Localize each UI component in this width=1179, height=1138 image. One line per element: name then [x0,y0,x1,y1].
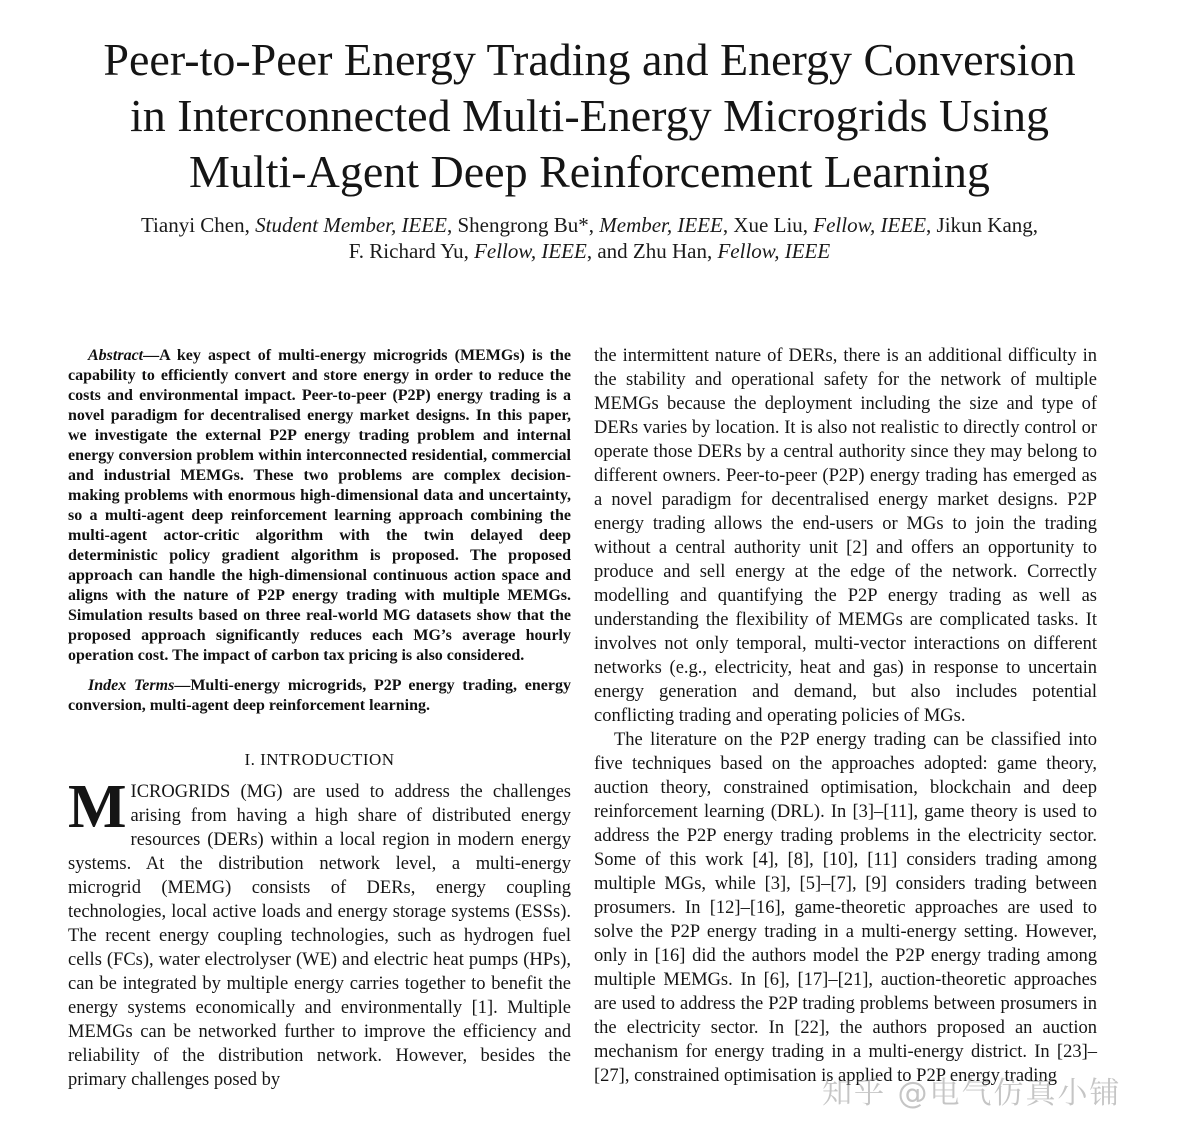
index-terms [68,676,571,716]
title-line-2: in Interconnected Multi-Energy Microgrids Using [130,90,1049,141]
section-title-rest: NTRODUCTION [266,750,395,769]
intro-paragraph [68,773,571,1092]
section-number: I. [244,750,261,769]
watermark: 知乎 @电气仿真小铺 [822,1076,1122,1111]
author-line-1 [0,212,1179,238]
author-name: , Shengrong Bu*, [447,213,600,237]
author-list [0,212,1179,264]
section-heading-introduction [68,750,571,770]
drop-cap: M [68,773,127,841]
title-line-1: Peer-to-Peer Energy Trading and Energy Conversion [103,34,1076,85]
author-name: , and Zhu Han, [586,239,718,263]
abstract-label: Abstract [88,347,144,364]
paper-title [0,32,1179,200]
index-terms-label: Index Terms [88,677,175,694]
section-initial: I [260,750,267,769]
author-name: , Xue Liu, [722,213,814,237]
title-line-3: Multi-Agent Deep Reinforcement Learning [189,146,990,197]
author-role: Fellow, IEEE [474,239,587,263]
body-paragraph-2: The literature on the P2P energy trading can be classified into five techniques based on the approaches adopted: game theory, auction theory, constrained optimisation, blockchain and deep reinforcement learning (DRL). In [3]–[11], game theory is used to address the P2P energy trading problems in the electricity sector. Some of this work [4], [8], [10], [11] considers trading among multiple MGs, while [3], [5]–[7], [9] considers trading between prosumers. In [12]–[16], game-theoretic approaches are used to solve the P2P energy trading in a multi-energy setting. However, only in [16] did the authors model the P2P energy trading among multiple MEMGs. In [6], [17]–[21], auction-theoretic approaches are used to address the P2P trading problems between prosumers in the electricity sector. In [22], the authors proposed an auction mechanism for energy trading in a multi-energy district. In [23]–[27], constrained optimisation is applied to P2P energy trading [594,730,1097,1086]
author-role: Fellow, IEEE [813,213,927,237]
author-role: Student Member, IEEE [255,213,447,237]
body-paragraph-1: the intermittent nature of DERs, there is an additional difficulty in the stability and operational safety for the network of multiple MEMGs because the deployment including the size and type of DERs varies by location. It is also not realistic to directly control or operate those DERs by a central authority since they may belong to different owners. Peer-to-peer (P2P) energy trading has emerged as a novel paradigm for decentralised energy market designs. P2P energy trading allows the end-users or MGs to join the trading without a central authority unit [2] and offers an opportunity to produce and sell energy at the edge of the network. Correctly modelling and quantifying the P2P energy trading as well as understanding the flexibility of MEMGs are complicated tasks. It involves not only temporal, multi-vector interactions on different networks (e.g., electricity, heat and gas) in response to uncertain energy generation and demand, but also includes potential conflicting trading and operating policies of MGs. [594,346,1097,726]
author-name: Tianyi Chen, [140,213,256,237]
right-column [594,344,1097,1088]
left-column [68,346,571,1092]
abstract [68,346,571,666]
author-name: , Jikun Kang, [926,213,1039,237]
author-line-2 [0,238,1179,264]
author-name: F. Richard Yu, [348,239,475,263]
author-role: Member, IEEE [599,213,723,237]
author-role: Fellow, IEEE [717,239,831,263]
intro-text: ICROGRIDS (MG) are used to address the challenges arising from having a high share of distributed energy resources (DERs) within a local region in modern energy systems. At the distribution network level, a multi-energy microgrid (MEMG) consists of DERs, energy coupling technologies, local active loads and energy storage systems (ESSs). The recent energy coupling technologies, such as hydrogen fuel cells (FCs), water electrolyser (WE) and electric heat pumps (HPs), can be integrated by multiple energy carries together to benefit the energy systems economically and environmentally [1]. Multiple MEMGs can be networked further to improve the efficiency and reliability of the distribution network. However, besides the primary challenges posed by [68,782,571,1090]
index-terms-text: —Multi-energy microgrids, P2P energy trading, energy conversion, multi-agent deep reinforcement learning. [68,677,572,714]
abstract-text: —A key aspect of multi-energy microgrids (MEMGs) is the capability to efficiently convert and store energy in order to reduce the costs and environmental impact. Peer-to-peer (P2P) energy trading is a novel paradigm for decentralised energy market designs. In this paper, we investigate the external P2P energy trading problem and internal energy conversion problem within interconnected residential, commercial and industrial MEMGs. These two problems are complex decision-making problems with enormous high-dimensional data and uncertainty, so a multi-agent deep reinforcement learning approach combining the multi-agent actor-critic algorithm with the twin delayed deep deterministic policy gradient algorithm is proposed. The proposed approach can handle the high-dimensional continuous action space and aligns with the nature of P2P energy trading with multiple MEMGs. Simulation results based on three real-world MG datasets show that the proposed approach significantly reduces each MG’s average hourly operation cost. The impact of carbon tax pricing is also considered. [68,347,571,664]
